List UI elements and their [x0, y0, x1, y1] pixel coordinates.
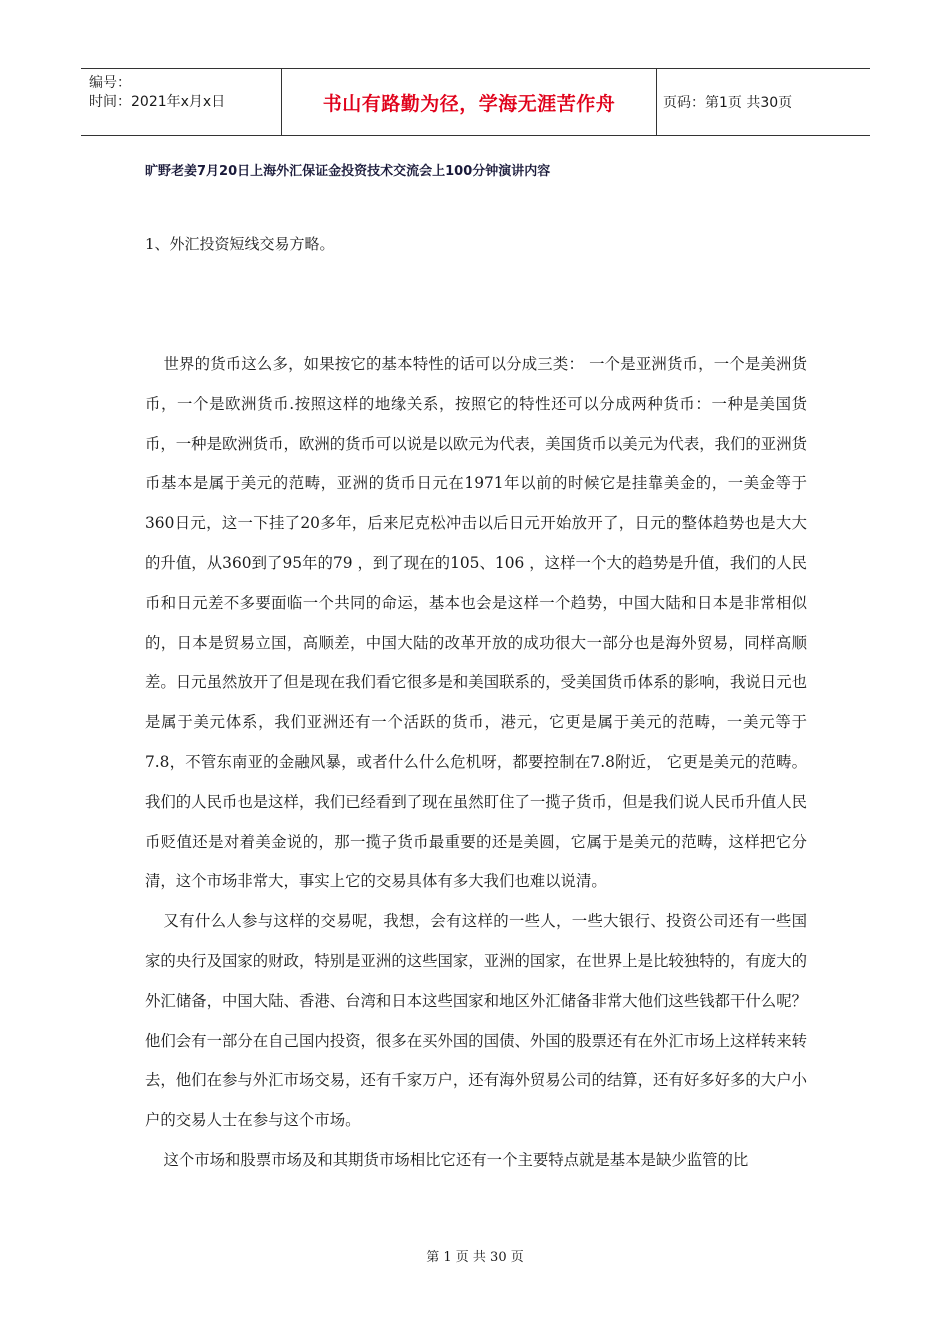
document-title: 旷野老姜7月20日上海外汇保证金投资技术交流会上100分钟演讲内容: [145, 164, 551, 179]
header-motto-cell: [282, 69, 657, 135]
header-meta-cell: [81, 69, 282, 135]
paragraph: 又有什么人参与这样的交易呢，我想，会有这样的一些人，一些大银行、投资公司还有一些国家的央行及国家的财政，特别是亚洲的这些国家，亚洲的国家，在世界上是比较独特的，有庞大的外汇储备，中国大陆、香港、台湾和日本这些国家和地区外汇储备非常大他们这些钱都干什么呢？他们会有一部分在自己国内投资，很多在买外国的国债、外国的股票还有在外汇市场上这样转来转去，他们在参与外汇市场交易，还有千家万户，还有海外贸易公司的结算，还有好多好多的大户小户的交易人士在参与这个市场。: [145, 912, 807, 1130]
body-text: [145, 345, 807, 1181]
page-footer: 第 1 页 共 30 页: [426, 1250, 524, 1265]
page-header: [81, 68, 870, 136]
motto-text: 书山有路勤为径，学海无涯苦作舟: [322, 92, 616, 115]
paragraph: 这个市场和股票市场及和其期货市场相比它还有一个主要特点就是基本是缺少监管的比: [163, 1150, 749, 1169]
page-code: 页码：第1页 共30页: [663, 95, 793, 111]
number-label: 编号：: [89, 75, 131, 91]
paragraph: 世界的货币这么多，如果按它的基本特性的话可以分成三类： 一个是亚洲货币，一个是美洲货币，一个是欧洲货币.按照这样的地缘关系，按照它的特性还可以分成两种货币：一种是美国货币，一种是欧洲货币，欧洲的货币可以说是以欧元为代表，美国货币以美元为代表，我们的亚洲货币基本是属于美元的范畴，亚洲的货币日元在1971年以前的时候它是挂靠美金的，一美金等于360日元，这一下挂了20多年，后来尼克松冲击以后日元开始放开了，日元的整体趋势也是大大的升值，从360到了95年的79 ，到了现在的105、106 ，这样一个大的趋势是升值，我们的人民币和日元差不多要面临一个共同的命运，基本也会是这样一个趋势，中国大陆和日本是非常相似的，日本是贸易立国，高顺差，中国大陆的改革开放的成功很大一部分也是海外贸易，同样高顺差。日元虽然放开了但是现在我们看它很多是和美国联系的，受美国货币体系的影响，我说日元也是属于美元体系，我们亚洲还有一个活跃的货币，港元，它更是属于美元的范畴，一美元等于7.8，不管东南亚的金融风暴，或者什么什么危机呀，都要控制在7.8附近， 它更是美元的范畴。我们的人民币也是这样，我们已经看到了现在虽然盯住了一揽子货币，但是我们说人民币升值人民币贬值还是对着美金说的，那一揽子货币最重要的还是美圆，它属于是美元的范畴，这样把它分清，这个市场非常大，事实上它的交易具体有多大我们也难以说清。: [145, 355, 807, 891]
header-page-cell: [657, 69, 870, 135]
time-label: 时间：2021年x月x日: [89, 94, 226, 110]
section-heading: 1、外汇投资短线交易方略。: [145, 235, 335, 253]
